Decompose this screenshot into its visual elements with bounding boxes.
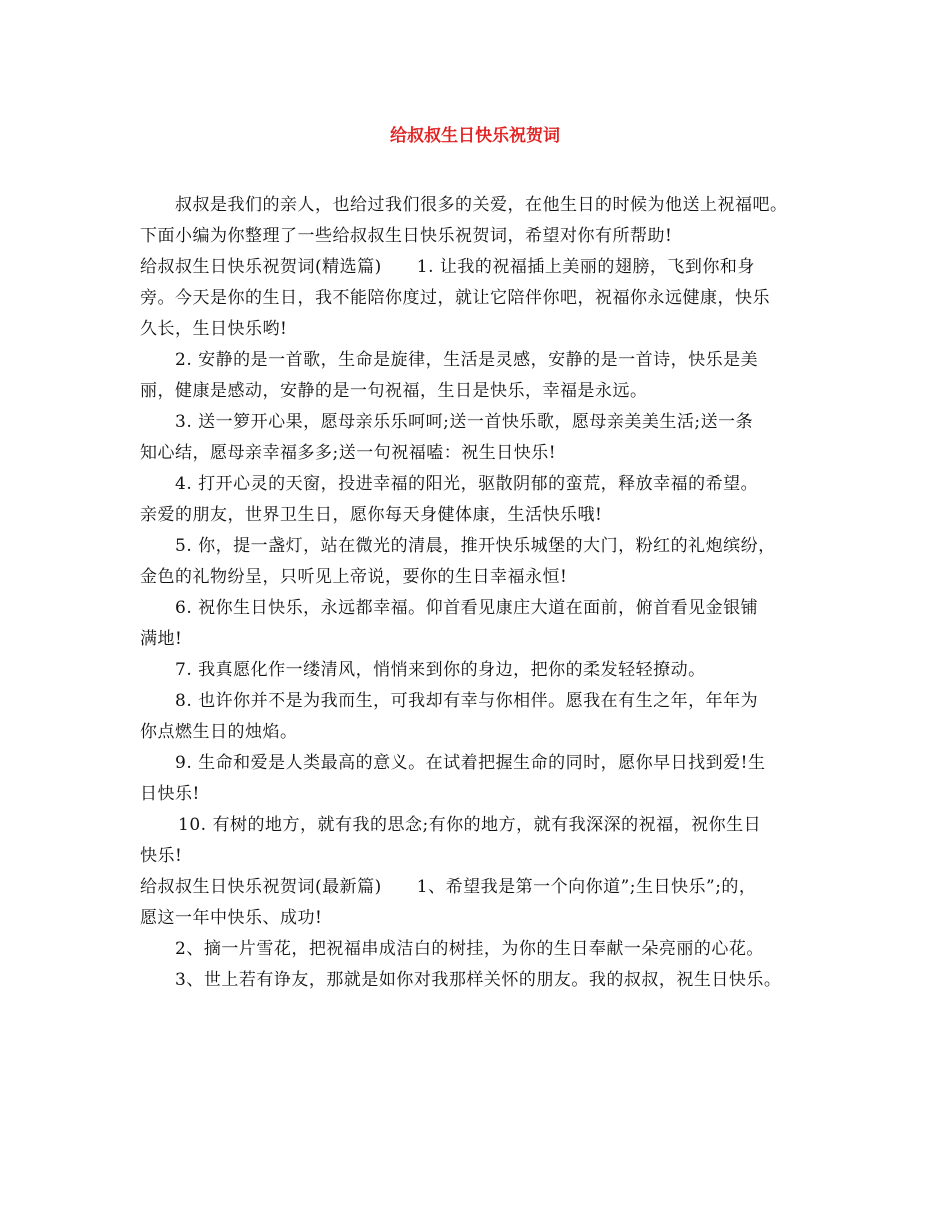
text-line: 满地! bbox=[140, 629, 183, 649]
wish-item-line: 9. 生命和爱是人类最高的意义。在试着把握生命的同时，愿你早日找到爱!生 bbox=[175, 753, 766, 773]
wish-item-line: 4. 打开心灵的天窗，投进幸福的阳光，驱散阴郁的蛮荒，释放幸福的希望。 bbox=[175, 474, 759, 494]
section-heading-line: 给叔叔生日快乐祝贺词(精选篇) 1. 让我的祝福插上美丽的翅膀，飞到你和身 bbox=[140, 257, 755, 277]
wish-item-line: 7. 我真愿化作一缕清风，悄悄来到你的身边，把你的柔发轻轻撩动。 bbox=[175, 660, 706, 680]
document-body bbox=[140, 190, 815, 996]
text-line: 丽，健康是感动，安静的是一句祝福，生日是快乐，幸福是永远。 bbox=[140, 381, 648, 401]
text-line: 金色的礼物纷呈，只听见上帝说，要你的生日幸福永恒! bbox=[140, 567, 568, 587]
section-heading-line: 给叔叔生日快乐祝贺词(最新篇) 1、希望我是第一个向你道”;生日快乐”;的， bbox=[140, 877, 757, 897]
text-line: 旁。今天是你的生日，我不能陪你度过，就让它陪伴你吧，祝福你永远健康，快乐 bbox=[140, 288, 770, 308]
text-line: 久长，生日快乐哟! bbox=[140, 319, 288, 339]
wish-item-line: 5. 你，提一盏灯，站在微光的清晨，推开快乐城堡的大门，粉红的礼炮缤纷， bbox=[175, 536, 776, 556]
text-line: 快乐! bbox=[140, 846, 183, 866]
text-line: 亲爱的朋友，世界卫生日，愿你每天身健体康，生活快乐哦! bbox=[140, 505, 603, 525]
wish-item-line: 10. 有树的地方，就有我的思念;有你的地方，就有我深深的祝福，祝你生日 bbox=[178, 815, 762, 835]
intro-line-2: 下面小编为你整理了一些给叔叔生日快乐祝贺词，希望对你有所帮助! bbox=[140, 226, 673, 246]
wish-item-line: 3、世上若有诤友，那就是如你对我那样关怀的朋友。我的叔叔，祝生日快乐。 bbox=[175, 970, 782, 990]
wish-item-line: 2、摘一片雪花，把祝福串成洁白的树挂，为你的生日奉献一朵亮丽的心花。 bbox=[175, 939, 764, 959]
intro-line-1: 叔叔是我们的亲人，也给过我们很多的关爱，在他生日的时候为他送上祝福吧。 bbox=[175, 195, 788, 215]
wish-item-line: 8. 也许你并不是为我而生，可我却有幸与你相伴。愿我在有生之年，年年为 bbox=[175, 691, 759, 711]
text-line: 愿这一年中快乐、成功! bbox=[140, 908, 323, 928]
wish-item-line: 3. 送一箩开心果，愿母亲乐乐呵呵;送一首快乐歌，愿母亲美美生活;送一条 bbox=[175, 412, 754, 432]
text-line: 你点燃生日的烛焰。 bbox=[140, 722, 298, 742]
wish-item-line: 2. 安静的是一首歌，生命是旋律，生活是灵感，安静的是一首诗，快乐是美 bbox=[175, 350, 759, 370]
text-line: 知心结，愿母亲幸福多多;送一句祝福嗑：祝生日快乐! bbox=[140, 443, 557, 463]
text-line: 日快乐! bbox=[140, 784, 200, 804]
wish-item-line: 6. 祝你生日快乐，永远都幸福。仰首看见康庄大道在面前，俯首看见金银铺 bbox=[175, 598, 759, 618]
document-title: 给叔叔生日快乐祝贺词 bbox=[390, 126, 560, 146]
